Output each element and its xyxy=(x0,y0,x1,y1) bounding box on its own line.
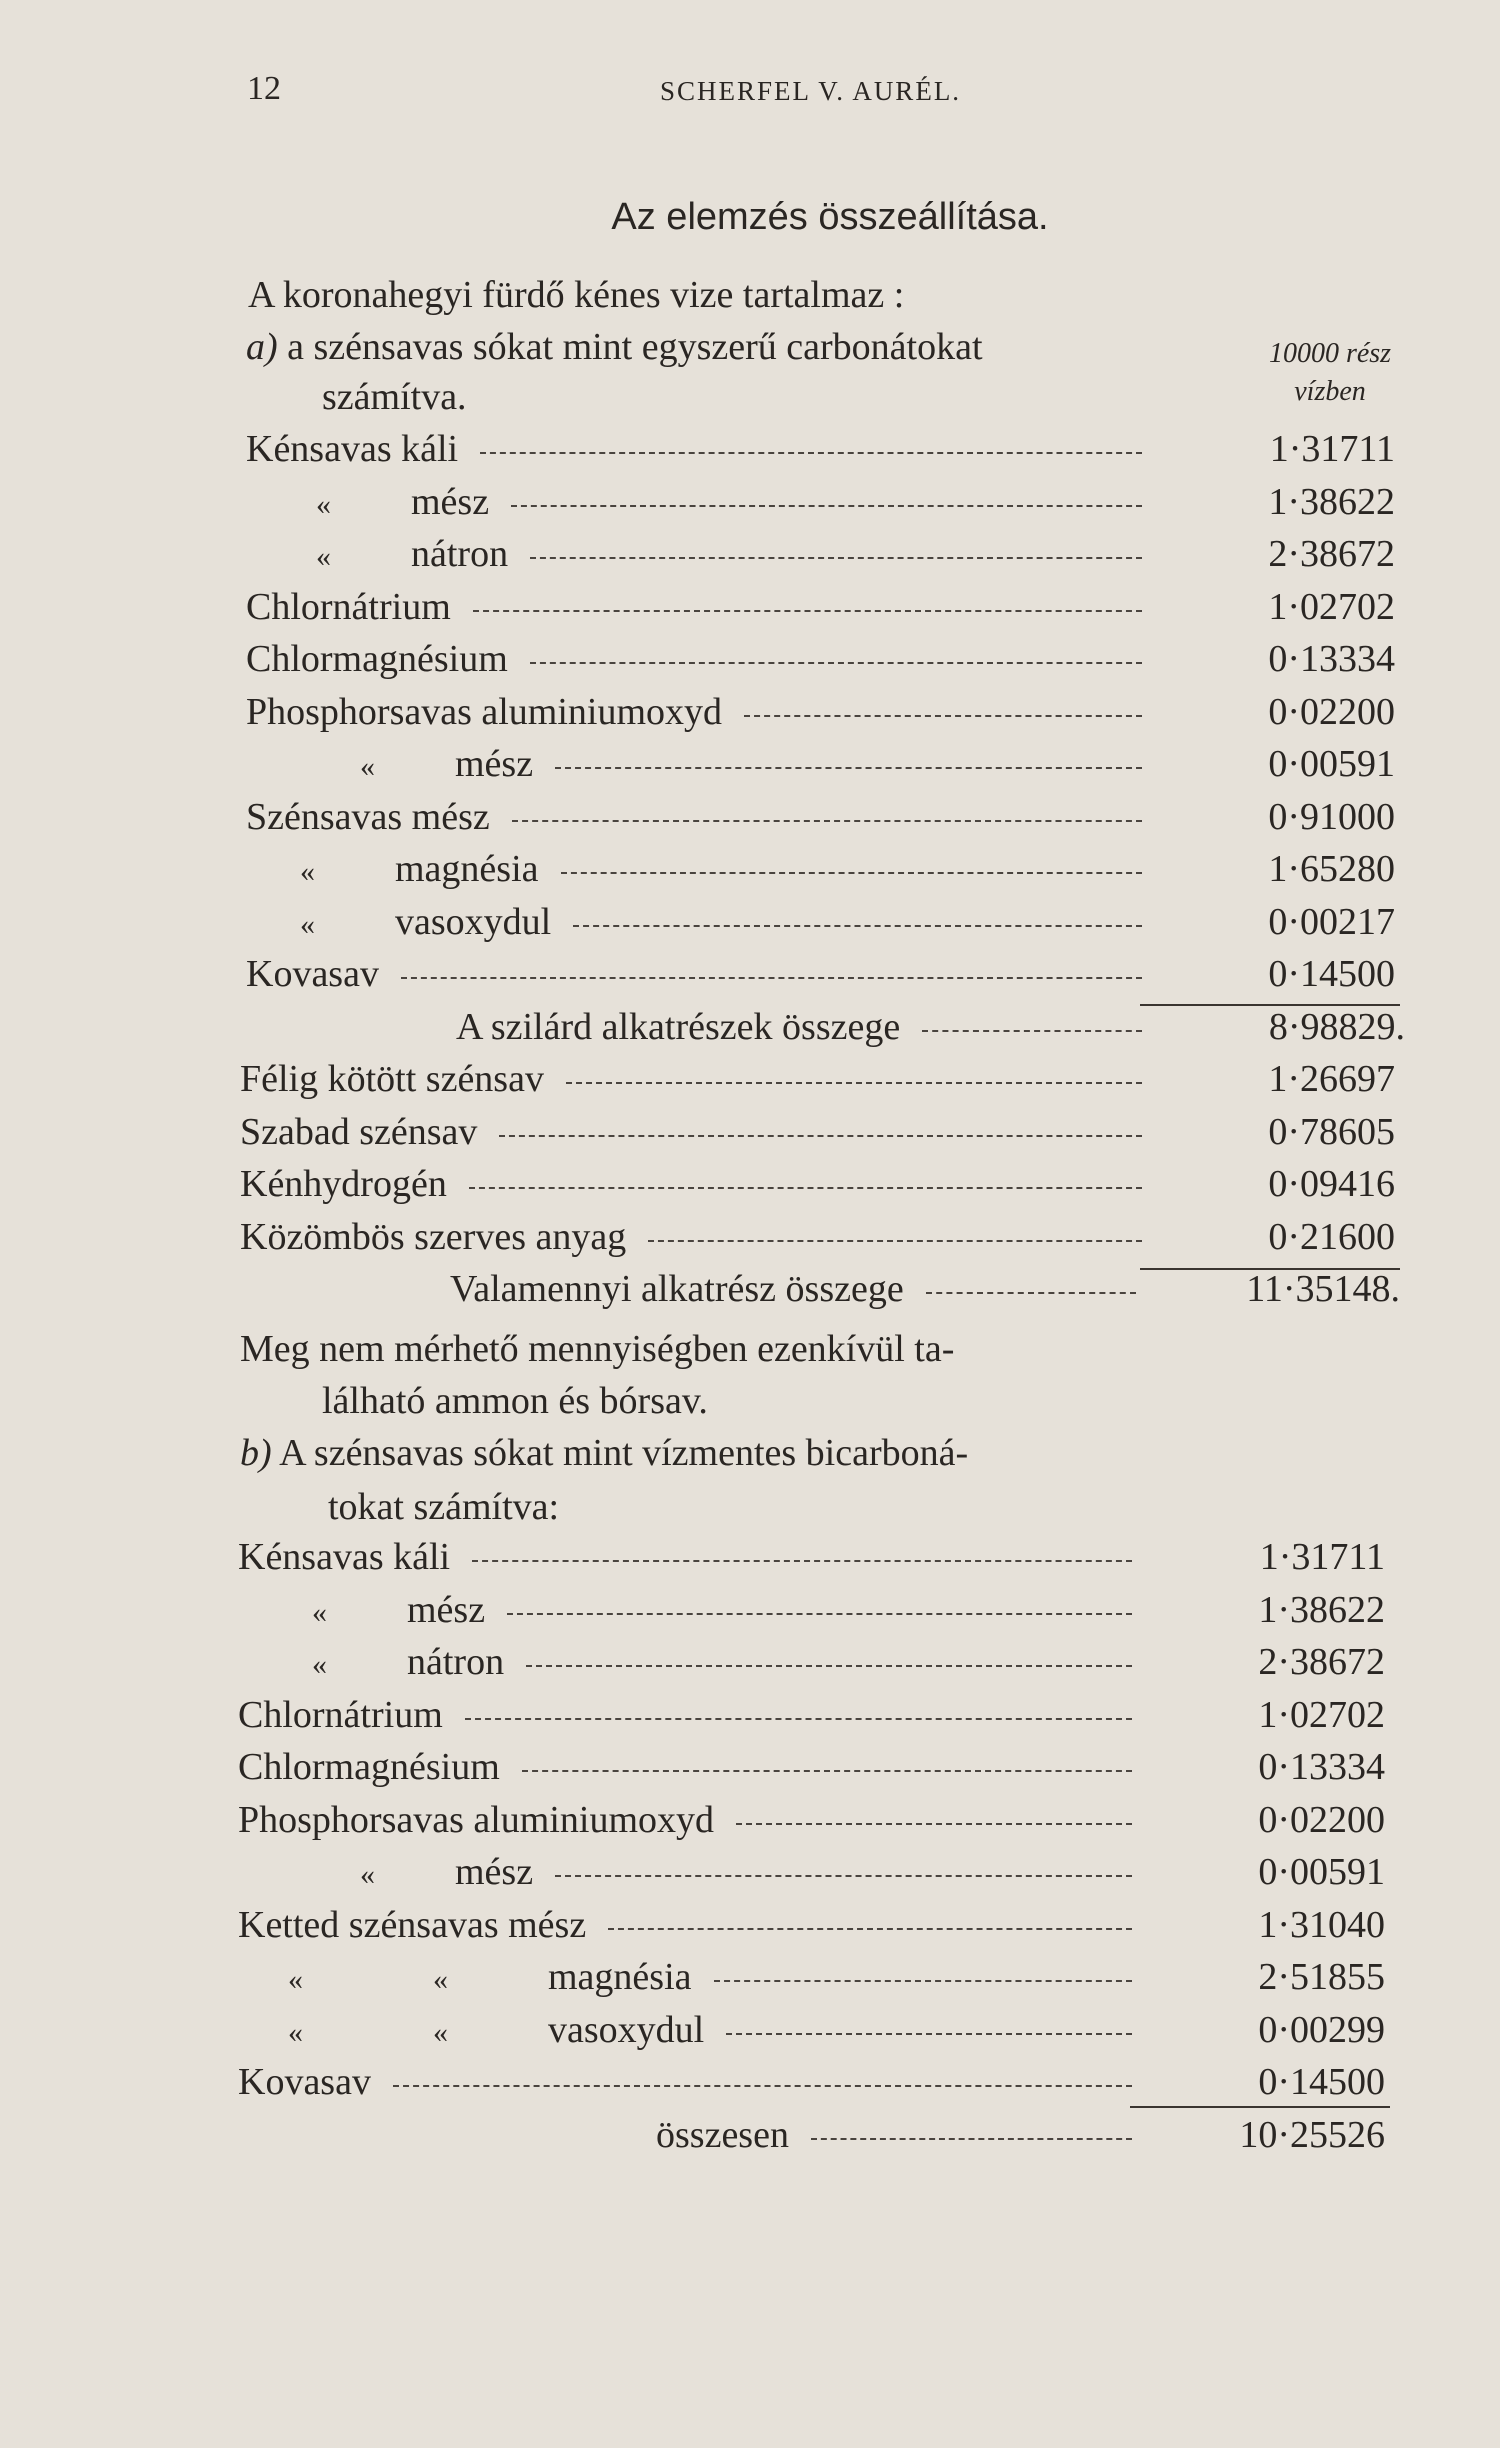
intro-text: A koronahegyi fürdő kénes vize tartalmaz : xyxy=(248,274,905,316)
table-row xyxy=(0,745,1500,791)
leader-dots xyxy=(530,557,1142,559)
row-value: 10·25526 xyxy=(1239,2113,1385,2156)
row-value: 0·91000 xyxy=(1268,795,1395,838)
table-row xyxy=(0,480,1500,529)
row-label: Kénsavas káli xyxy=(238,1536,451,1578)
section-heading: Az elemzés összeállítása. xyxy=(611,196,1049,238)
row-value: 1·65280 xyxy=(1268,848,1395,890)
row-label: « mész xyxy=(312,1588,486,1631)
leader-dots xyxy=(714,1980,1132,1982)
note-line2: lálható ammon és bórsav. xyxy=(322,1380,708,1422)
leader-dots xyxy=(401,977,1142,979)
table-row xyxy=(0,640,1500,686)
row-value: 0·13334 xyxy=(1258,1746,1385,1788)
leader-dots xyxy=(526,1665,1132,1667)
row-value: 1·31711 xyxy=(1259,1536,1385,1578)
leader-dots xyxy=(608,1928,1132,1930)
row-value: 0·00217 xyxy=(1268,900,1395,943)
row-value: 0·02200 xyxy=(1268,690,1395,733)
row-value: 1·31711 xyxy=(1269,428,1395,470)
row-label: Szabad szénsav xyxy=(240,1110,478,1153)
leader-dots xyxy=(472,1560,1132,1562)
leader-dots xyxy=(507,1613,1132,1615)
row-label: « mész xyxy=(316,480,490,523)
row-value: 0·14500 xyxy=(1268,953,1395,995)
row-label: « nátron xyxy=(316,533,509,575)
note-line1: Meg nem mérhető mennyiségben ezenkívül ta- xyxy=(240,1328,955,1370)
row-label: Kénhydrogén xyxy=(240,1163,447,1205)
table-row xyxy=(0,1748,1500,1794)
row-label: Valamennyi alkatrész összege xyxy=(450,1268,904,1310)
unit-label-2: vízben xyxy=(1294,376,1366,407)
row-value: 1·26697 xyxy=(1268,1058,1395,1100)
row-label: Phosphorsavas aluminiumoxyd xyxy=(246,690,723,733)
row-value: 0·00591 xyxy=(1258,1851,1385,1893)
table-row xyxy=(0,535,1500,581)
page-number: 12 xyxy=(247,70,281,107)
table-row xyxy=(0,900,1500,949)
row-value: 1·38622 xyxy=(1268,480,1395,523)
row-label: « mész xyxy=(360,743,534,785)
leader-dots xyxy=(561,872,1142,874)
table-row xyxy=(0,2063,1500,2109)
row-value: 0·00591 xyxy=(1268,743,1395,785)
section-a-title-line2: számítva. xyxy=(322,376,467,418)
leader-dots xyxy=(555,1875,1132,1877)
row-value: 2·38672 xyxy=(1258,1641,1385,1683)
section-b-title xyxy=(240,1434,968,1472)
row-label: Kovasav xyxy=(246,953,379,995)
leader-dots xyxy=(811,2138,1132,2140)
row-label: Kovasav xyxy=(238,2061,371,2103)
table-row xyxy=(0,690,1500,739)
section-a-title-line1: a szénsavas sókat mint egyszerű carbonátokat xyxy=(287,326,983,368)
row-label: Chlormagnésium xyxy=(238,1746,500,1788)
leader-dots xyxy=(473,610,1142,612)
leader-dots xyxy=(744,715,1142,717)
leader-dots xyxy=(480,452,1142,454)
table-row xyxy=(0,1110,1500,1159)
unit-label: 10000 rész xyxy=(1268,338,1392,369)
subtotal-row xyxy=(0,1005,1500,1054)
row-label: Félig kötött szénsav xyxy=(240,1058,544,1100)
row-label: összesen xyxy=(656,2113,789,2156)
leader-dots xyxy=(522,1770,1132,1772)
table-row xyxy=(0,1693,1500,1742)
leader-dots xyxy=(573,925,1142,927)
row-label: Chlormagnésium xyxy=(246,638,508,680)
row-label: « mész xyxy=(360,1851,534,1893)
running-title: SCHERFEL V. AURÉL. xyxy=(660,76,962,106)
leader-dots xyxy=(648,1240,1142,1242)
table-row xyxy=(0,955,1500,1001)
table-row xyxy=(0,1853,1500,1899)
row-label: Kénsavas káli xyxy=(246,428,459,470)
leader-dots xyxy=(499,1135,1142,1137)
table-row xyxy=(0,2008,1500,2057)
table-row xyxy=(0,430,1500,476)
row-value: 1·31040 xyxy=(1258,1903,1385,1946)
row-value: 2·38672 xyxy=(1268,533,1395,575)
leader-dots xyxy=(512,820,1142,822)
leader-dots xyxy=(726,2033,1132,2035)
section-a-marker: a) xyxy=(246,326,278,368)
row-value: 0·00299 xyxy=(1258,2008,1385,2051)
row-value: 0·14500 xyxy=(1258,2061,1385,2103)
table-row xyxy=(0,1538,1500,1584)
row-label: Közömbös szerves anyag xyxy=(240,1215,627,1258)
table-row xyxy=(0,585,1500,634)
row-label: Chlornátrium xyxy=(246,585,451,628)
sum-rule xyxy=(1130,2106,1390,2108)
table-row xyxy=(0,1798,1500,1847)
row-label: « vasoxydul xyxy=(300,900,552,943)
total-row xyxy=(0,1270,1500,1316)
row-value: 8·98829. xyxy=(1268,1005,1405,1048)
table-row xyxy=(0,1060,1500,1106)
row-label: « magnésia xyxy=(300,848,539,890)
table-row xyxy=(0,1958,1500,2004)
leader-dots xyxy=(511,505,1142,507)
row-label: A szilárd alkatrészek összege xyxy=(456,1005,901,1048)
leader-dots xyxy=(736,1823,1132,1825)
row-label: Szénsavas mész xyxy=(246,795,490,838)
row-value: 11·35148. xyxy=(1246,1268,1400,1310)
row-value: 1·02702 xyxy=(1258,1693,1385,1736)
leader-dots xyxy=(555,767,1142,769)
section-b-title-line1: A szénsavas sókat mint vízmentes bicarboná- xyxy=(279,1432,969,1474)
row-label: Chlornátrium xyxy=(238,1693,443,1736)
section-a-title xyxy=(246,328,983,366)
row-value: 0·78605 xyxy=(1268,1110,1395,1153)
table-row xyxy=(0,850,1500,896)
row-value: 0·21600 xyxy=(1268,1215,1395,1258)
table-row xyxy=(0,1165,1500,1211)
table-row xyxy=(0,1903,1500,1952)
table-row xyxy=(0,1215,1500,1264)
sum-rule xyxy=(1140,1268,1400,1270)
row-value: 1·38622 xyxy=(1258,1588,1385,1631)
row-label: « « magnésia xyxy=(288,1956,692,1998)
total-row xyxy=(0,2113,1500,2162)
row-value: 0·02200 xyxy=(1258,1798,1385,1841)
row-label: « « vasoxydul xyxy=(288,2008,705,2051)
table-row xyxy=(0,1643,1500,1689)
table-row xyxy=(0,1588,1500,1637)
leader-dots xyxy=(922,1030,1142,1032)
row-label: Ketted szénsavas mész xyxy=(238,1903,587,1946)
leader-dots xyxy=(469,1187,1142,1189)
leader-dots xyxy=(393,2085,1132,2087)
row-value: 2·51855 xyxy=(1258,1956,1385,1998)
row-value: 1·02702 xyxy=(1268,585,1395,628)
leader-dots xyxy=(465,1718,1132,1720)
leader-dots xyxy=(530,662,1142,664)
section-b-marker: b) xyxy=(240,1432,272,1474)
sum-rule xyxy=(1140,1004,1400,1006)
row-value: 0·13334 xyxy=(1268,638,1395,680)
section-b-title-line2: tokat számítva: xyxy=(328,1486,560,1528)
table-row xyxy=(0,795,1500,844)
leader-dots xyxy=(926,1292,1136,1294)
row-label: « nátron xyxy=(312,1641,505,1683)
leader-dots xyxy=(566,1082,1142,1084)
row-value: 0·09416 xyxy=(1268,1163,1395,1205)
row-label: Phosphorsavas aluminiumoxyd xyxy=(238,1798,715,1841)
